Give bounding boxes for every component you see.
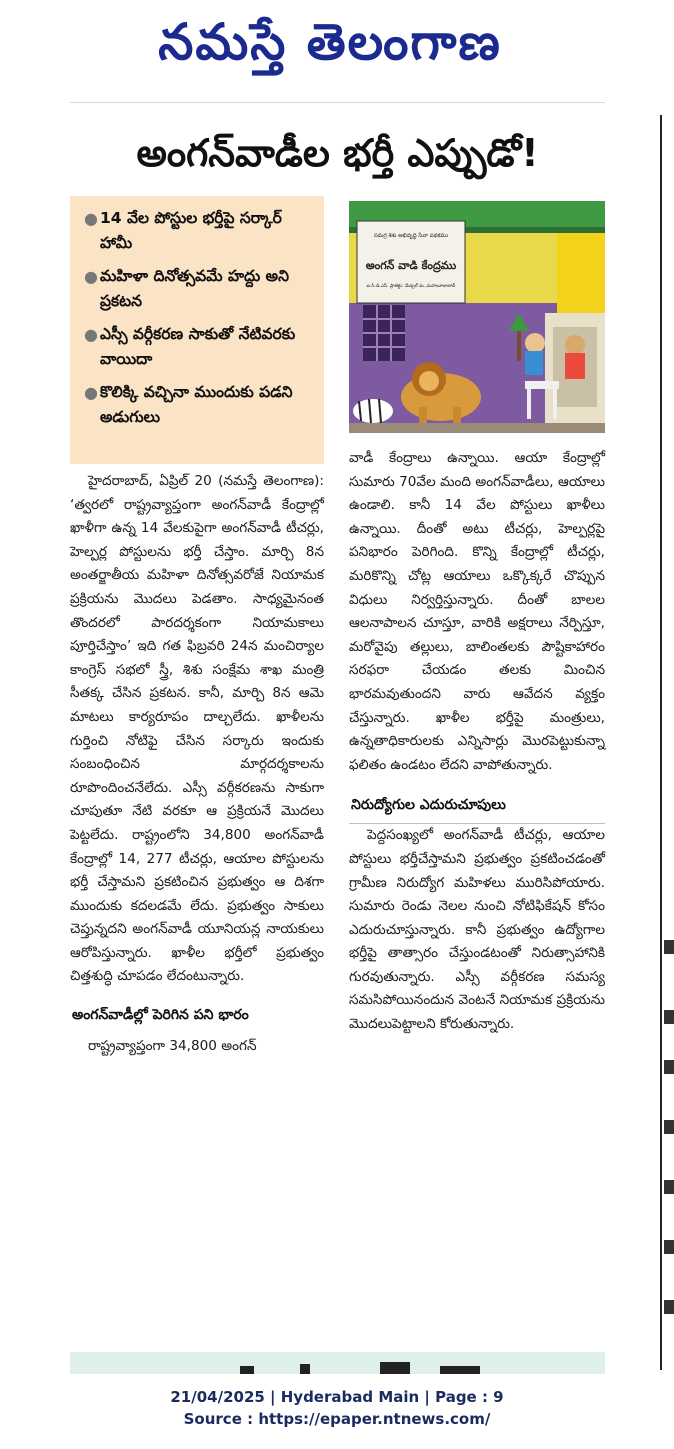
next-article-strip bbox=[70, 1352, 605, 1374]
subheading: నిరుద్యోగుల ఎదురుచూపులు bbox=[351, 797, 506, 814]
edge-fragment bbox=[664, 1180, 674, 1194]
body-paragraph: వాడీ కేంద్రాలు ఉన్నాయి. ఆయా కేంద్రాల్లో సుమారు 70వేల మంది అంగన్‌వాడీలు, ఆయాలు ఉండాలి. కానీ 14 వేల పోస్టులు ఖాళీలు ఉన్నాయి. దీంతో అటు టీచర్లు, హెల్పర్లపై పనిభారం పెరిగింది. కొన్ని కేంద్రాల్లో టీచర్లు, మరికొన్ని చోట్ల ఆయాలు ఒక్కొక్కరే చొప్పున విధులు నిర్వర్తిస్తున్నారు. దీంతో బాలల ఆలనాపాలన చూస్తూ, వారికి అక్షరాలు నేర్పిస్తూ, మరోవైపు తల్లులు, బాలింతలకు పౌష్టికాహారం సరఫరా చేయడం తలకు మించిన భారమవుతుందని వారు ఆవేదన వ్యక్తం చేస్తున్నారు. ఖాళీల భర్తీపై మంత్రులు, ఉన్నతాధికారులకు ఎన్నిసార్లు మొరపెట్టుకున్నా ఫలితం ఉండటం లేదని వాపోతున్నారు. bbox=[349, 450, 605, 773]
highlight-item bbox=[84, 380, 314, 430]
body-paragraph: పెద్దసంఖ్యలో అంగన్‌వాడీ టీచర్లు, ఆయాల పోస్టులు భర్తీచేస్తామని ప్రభుత్వం ప్రకటించడంతో గ్రామీణ నిరుద్యోగ మహిళలు మురిసిపోయారు. సుమారు రెండు నెలల నుంచి నోటిఫికేషన్ కోసం ఎదురుచూస్తున్నారు. కానీ ప్రభుత్వం ఉద్యోగాల భర్తీపై తాత్సారం చేస్తుండటంతో నిరుత్సాహానికి గురవుతున్నారు. ఎస్సీ వర్గీకరణ సమస్య సమసిపోయినందున వెంటనే నియామక ప్రక్రియను మొదలుపెట్టాలని కోరుతున్నారు. bbox=[349, 827, 605, 1033]
footer-edition-info: 21/04/2025 | Hyderabad Main | Page : 9 bbox=[170, 1388, 504, 1406]
body-paragraph: హైదరాబాద్, ఏప్రిల్ 20 (నమస్తే తెలంగాణ): ‘త్వరలో రాష్ట్రవ్యాప్తంగా అంగన్‌వాడీ కేంద్రాల్లో ఖాళీగా ఉన్న 14 వేలకుపైగా అంగన్‌వాడీ టీచర్లు, హెల్పర్ల పోస్టులను భర్తీ చేస్తాం. మార్చి 8న అంతర్జాతీయ మహిళా దినోత్సవరోజే నియామక ప్రక్రియను మొదలు పెడతాం. సాధ్యమైనంత తొందరలో పారదర్శకంగా నియామకాలు పూర్తిచేస్తాం’ ఇది గత ఫిబ్రవరి 24న మంచిర్యాల కాంగ్రెస్ సభలో స్త్రీ, శిశు సంక్షేమ శాఖ మంత్రి సీతక్క చేసిన ప్రకటన. కానీ, మార్చి 8న ఆమె మాటలు కార్యరూపం దాల్చలేదు. ఖాళీలను గుర్తించి నోటిఫై చేసిన సర్కారు ఇందుకు సంబంధించిన మార్గదర్శకాలను రూపొందించనేలేదు. ఎస్సీ వర్గీకరణను సాకుగా చూపుతూ నేటి వరకూ ఆ ప్రక్రియనే మొదలు పెట్టలేదు. రాష్ట్రంలోని 34,800 అంగన్‌వాడీ కేంద్రాల్లో 14, 277 టీచర్లు, ఆయాల పోస్టులను భర్తీ చేస్తామని ప్రకటించిన ప్రభుత్వం ఆ దిశగా ముందుకు కదలడమే లేదు. ప్రభుత్వం సాకులు చెప్తున్నదని అంగన్‌వాడీ యూనియన్ల నాయకులు ఆరోపిస్తున్నారు. ఖాళీల భర్తీలో ప్రభుత్వం చిత్తశుద్ధి చూపడం లేదంటున్నారు. bbox=[70, 473, 324, 985]
edge-fragment bbox=[664, 1300, 674, 1314]
body-paragraph: రాష్ట్రవ్యాప్తంగా 34,800 అంగన్ bbox=[88, 1038, 257, 1055]
edge-fragment bbox=[664, 1060, 674, 1074]
sign-top-text: సమగ్ర శిశు అభివృద్ధి సేవా పథకము bbox=[373, 233, 449, 239]
article-headline: అంగన్‌వాడీల భర్తీ ఎప్పుడో! bbox=[136, 131, 539, 175]
bullet-icon: ● bbox=[84, 383, 98, 402]
cartoon-child-right bbox=[565, 335, 585, 355]
masthead-logo: నమస్తే తెలంగాణ bbox=[158, 13, 502, 71]
bullet-icon: ● bbox=[84, 325, 98, 344]
bullet-icon: ● bbox=[84, 209, 98, 228]
edge-fragment bbox=[664, 1120, 674, 1134]
sign-bottom-text: ఐ.సి.డి.ఎస్. ప్రాజెక్టు: మేడ్చల్ మ.,మహబూబాబాద్ bbox=[366, 284, 456, 289]
cartoon-child-left bbox=[525, 333, 545, 353]
edge-fragment bbox=[664, 940, 674, 954]
highlight-text: ఎస్సీ వర్గీకరణ సాకుతో నేటివరకు వాయిదా bbox=[100, 325, 296, 368]
cropped-text-fragment bbox=[240, 1362, 490, 1374]
highlight-text: 14 వేల పోస్టుల భర్తీపై సర్కార్ హామీ bbox=[100, 209, 282, 252]
anganwadi-centre-photo bbox=[349, 201, 605, 433]
masthead-divider bbox=[70, 102, 605, 103]
highlight-text: మహిళా దినోత్సవమే హద్దు అని ప్రకటన bbox=[100, 267, 289, 310]
edge-fragment bbox=[664, 1010, 674, 1024]
highlight-item bbox=[84, 322, 314, 372]
highlights-box bbox=[70, 196, 324, 464]
edge-fragment bbox=[664, 1240, 674, 1254]
footer-source-link[interactable]: Source : https://epaper.ntnews.com/ bbox=[183, 1410, 491, 1428]
sign-main-text: అంగన్ వాడి కేంద్రము bbox=[365, 259, 457, 272]
photo-illustration bbox=[349, 201, 605, 433]
article-column-right bbox=[349, 447, 605, 1037]
bullet-icon: ● bbox=[84, 267, 98, 286]
highlight-text: కొలిక్కి వచ్చినా ముందుకు పడని అడుగులు bbox=[100, 383, 293, 426]
article-column-left bbox=[70, 470, 324, 1059]
highlight-item bbox=[84, 264, 314, 314]
subheading: అంగన్‌వాడీల్లో పెరిగిన పని భారం bbox=[72, 1007, 249, 1024]
highlight-item bbox=[84, 206, 314, 256]
